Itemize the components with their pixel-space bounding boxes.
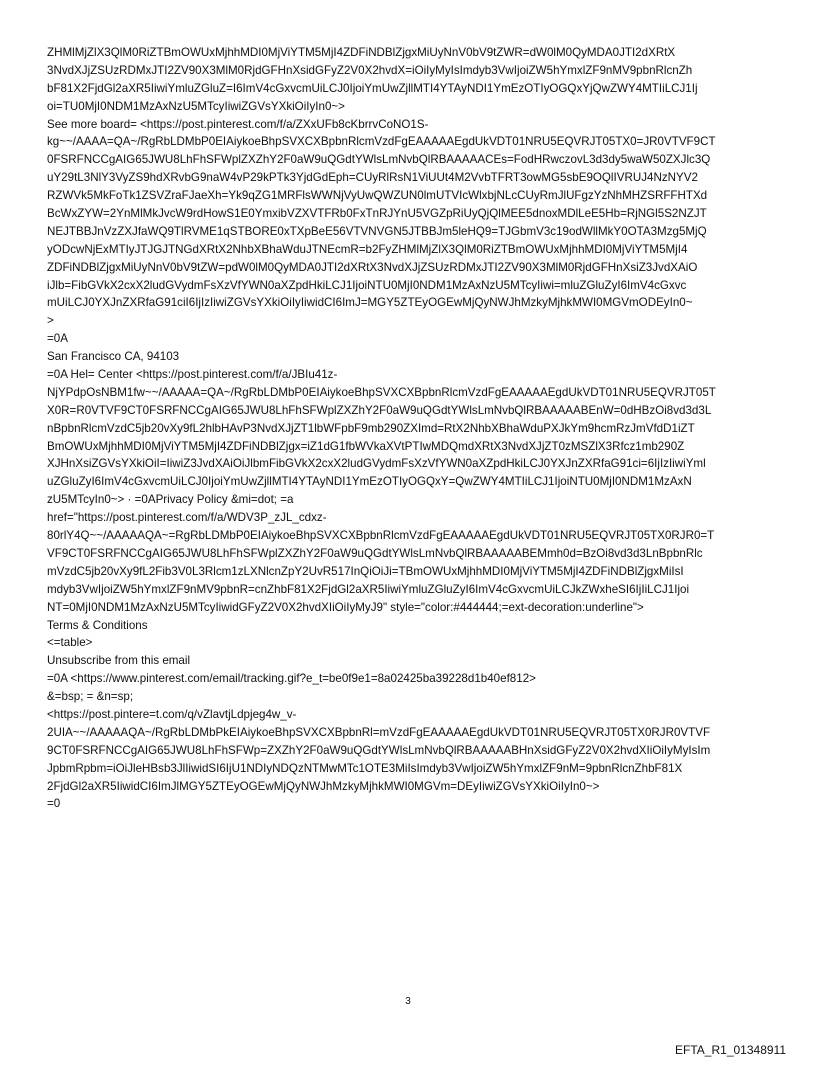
text-line: yODcwNjExMTIyJTJGJTNGdXRtX2NhbXBhaWduJTNEcmR=b2FyZHMlMjZlX3QlM0RiZTBmOWUxMjhhMDI0MjViYTM5MjI4 — [47, 242, 688, 256]
text-line: &=bsp; = &n=sp; — [47, 690, 134, 704]
text-line: kg~~/AAAA=QA~/RgRbLDMbP0EIAiykoeBhpSVXCXBpbnRlcmVzdFgEAAAAAEgdUkVDT01NRU5EQVRJT05TX0=JR0VTVF9CT — [47, 135, 716, 149]
text-line: href="https://post.pinterest.com/f/a/WDV3P_zJL_cdxz- — [47, 511, 327, 525]
text-line: ZHMlMjZlX3QlM0RiZTBmOWUxMjhhMDI0MjViYTM5MjI4ZDFiNDBlZjgxMiUyNnV0bV9tZWR=dW0lM0QyMDA0JTI2dXRtX — [47, 46, 676, 59]
text-line: Terms & Conditions — [47, 618, 148, 632]
text-line: 9CT0FSRFNCCgAIG65JWU8LhFhSFWp=ZXZhY2F0aW9uQGdtYWlsLmNvbQlRBAAAAABHnXsidGFyZ2V0X2hvdXIiOiIyMyIsIm — [47, 743, 711, 757]
text-line: 2UIA~~/AAAAAQA~/RgRbLDMbPkEIAiykoeBhpSVXCXBpbnRl=mVzdFgEAAAAAEgdUkVDT01NRU5EQVRJT05TX0RJR0VTVF — [47, 725, 711, 739]
text-line: Unsubscribe from this email — [47, 654, 191, 668]
text-line: NEJTBBJnVzZXJfaWQ9TlRVME1qSTBORE0xTXpBeE56VTVNVGN5JTBBJm5leHQ9=TJGbmV3c19odWllMkY0OTA3Mzg5MjQ — [47, 224, 707, 238]
text-line: uZGluZyI6ImV4cGxvcmUiLCJ0IjoiYmUwZjllMTI4YTAyNDI1YmEzOTIyOGQxY=QwZWY4MTIiLCJ1IjoiNTU0MjI0NDM1MzAxN — [47, 475, 692, 489]
text-line: mUiLCJ0YXJnZXRfaG91ciI6IjIzIiwiZGVsYXkiOiIyIiwidCI6ImJ=MGY5ZTEyOGEwMjQyNWJhMzkyMjhkMWI0MGVmODEyIn0~ — [47, 296, 693, 310]
text-line: =0 — [47, 797, 61, 811]
text-line: oi=TU0MjI0NDM1MzAxNzU5MTcyIiwiZGVsYXkiOiIyIn0~> — [47, 99, 345, 113]
text-line: RZWVk5MkFoTk1ZSVZraFJaeXh=Yk9qZG1MRFlsWWNjVyUwQWZUN0lmUTVIcWlxbjNLcCUyRmJlUFgzYzNhMHZSRFFHTXd — [47, 189, 708, 203]
text-line: See more board= <https://post.pinterest.com/f/a/ZXxUFb8cKbrrvCoNO1S- — [47, 117, 429, 131]
text-line: NjYPdpOsNBM1fw~~/AAAAA=QA~/RgRbLDMbP0EIAiykoeBhpSVXCXBpbnRlcmVzdFgEAAAAAEgdUkVDT01NRU5EQVRJT05T — [47, 385, 716, 399]
text-line: 2FjdGl2aXR5IiwidCI6ImJlMGY5ZTEyOGEwMjQyNWJhMzkyMjhkMWI0MGVm=DEyIiwiZGVsYXkiOiIyIn0~> — [47, 779, 600, 793]
text-line: uY29tL3NlY3VyZS9hdXRvbG9naW4vP29kPTk3YjdGdEph=CUyRlRsN1ViUUt4M2VvbTFRT3owMG5sbE9OQlIVRUJ4NzNYV2 — [47, 171, 698, 185]
text-line: > — [47, 314, 54, 328]
document-id-footer: EFTA_R1_01348911 — [675, 1043, 786, 1057]
text-line: zU5MTcyIn0~> · =0APrivacy Policy &mi=dot; =a — [47, 493, 294, 507]
text-line: 0FSRFNCCgAIG65JWU8LhFhSFWplZXZhY2F0aW9uQGdtYWlsLmNvbQlRBAAAAACEs=FodHRwczovL3d3dy5waW50ZXJlc3Q — [47, 153, 711, 167]
text-line: iJlb=FibGVkX2cxX2ludGVydmFsXzVfYWN0aXZpdHkiLCJ1IjoiNTU0MjI0NDM1MzAxNzU5MTcyIiwi=mluZGluZyI6ImV4cGxvc — [47, 278, 687, 292]
text-line: nBpbnRlcmVzdC5jb20vXy9fL2hlbHAvP3NvdXJjZT1lbWFpbF9mb290ZXImd=RtX2NhbXBhaWduPXJkYm9hcmRzJmVfdD1iZT — [47, 421, 695, 435]
text-line: XJHnXsiZGVsYXkiOiI=IiwiZ3JvdXAiOiJlbmFibGVkX2cxX2ludGVydmFsXzVfYWN0aXZpdHkiLCJ0YXJnZXRfaG91ci=6IjIzIiwiYml — [47, 457, 706, 471]
text-line: VF9CT0FSRFNCCgAIG65JWU8LhFhSFWplZXZhY2F0aW9uQGdtYWlsLmNvbQlRBAAAAABEMmh0d=BzOi8vd3d3LnBpbnRlc — [47, 546, 703, 560]
text-line: mVzdC5jb20vXy9fL2Fib3V0L3Rlcm1zLXNlcnZpY2UvR517InQiOiJi=TBmOWUxMjhhMDI0MjViYTM5MjI4ZDFiNDBlZjgxMiIsI — [47, 564, 684, 578]
text-line: =0A — [47, 332, 68, 346]
page-number: 3 — [405, 996, 411, 1007]
email-source-text — [47, 44, 772, 813]
text-line: bF81X2FjdGl2aXR5IiwiYmluZGluZ=I6ImV4cGxvcmUiLCJ0IjoiYmUwZjllMTI4YTAyNDI1YmEzOTIyOGQxYjQwZWY4MTIiLCJ1Ij — [47, 81, 698, 95]
text-line: X0R=R0VTVF9CT0FSRFNCCgAIG65JWU8LhFhSFWplZXZhY2F0aW9uQGdtYWlsLmNvbQlRBAAAAABEnW=0dHBzOi8vd3d3L — [47, 403, 712, 417]
text-line: =0A Hel= Center <https://post.pinterest.com/f/a/JBIu41z- — [47, 368, 338, 382]
text-line: <https://post.pintere=t.com/q/vZlavtjLdpjeg4w_v- — [47, 707, 297, 721]
text-line: 3NvdXJjZSUzRDMxJTI2ZV90X3MlM0RjdGFHnXsidGFyZ2V0X2hvdX=iOiIyMyIsImdyb3VwIjoiZW5hYmxlZF9nMV9pbnRlcnZh — [47, 63, 693, 77]
text-line: 80rlY4Q~~/AAAAAQA~=RgRbLDMbP0EIAiykoeBhpSVXCXBpbnRlcmVzdFgEAAAAAEgdUkVDT01NRU5EQVRJT05TX0RJR0=T — [47, 529, 715, 543]
text-line: NT=0MjI0NDM1MzAxNzU5MTcyIiwidGFyZ2V0X2hvdXIiOiIyMyJ9" style="color:#444444;=ext-decoration:underline"> — [47, 600, 644, 614]
text-line: mdyb3VwIjoiZW5hYmxlZF9nMV9pbnR=cnZhbF81X2FjdGl2aXR5IiwiYmluZGluZyI6ImV4cGxvcmUiLCJkZWxheSI6IjIiLCJ1Ijoi — [47, 582, 690, 596]
text-line: ZDFiNDBlZjgxMiUyNnV0bV9tZW=pdW0lM0QyMDA0JTI2dXRtX3NvdXJjZSUzRDMxJTI2ZV90X3MlM0RjdGFHnXsiZ3JvdXAiO — [47, 260, 698, 274]
text-line: =0A <https://www.pinterest.com/email/tracking.gif?e_t=be0f9e1=8a02425ba39228d1b40ef812> — [47, 672, 536, 686]
text-line: <=table> — [47, 636, 93, 650]
text-line: JpbmRpbm=iOiJleHBsb3JlIiwidSI6IjU1NDIyNDQzNTMwMTc1OTE3MiIsImdyb3VwIjoiZW5hYmxlZF9nM=9pbnRlcnZhbF81X — [47, 761, 683, 775]
text-line: BcWxZYW=2YnMlMkJvcW9rdHowS1E0YmxibVZXVTFRb0FxTnRJYnU5VGZpRiUyQjQlMEE5dnoxMDlLeE5Hb=RjNGl5S2NZJT — [47, 207, 707, 221]
text-line: BmOWUxMjhhMDI0MjViYTM5MjI4ZDFiNDBlZjgx=iZ1dG1fbWVkaXVtPTIwMDQmdXRtX3NvdXJjZT0zMSZlX3Rfcz1mb290Z — [47, 439, 685, 453]
text-line: San Francisco CA, 94103 — [47, 350, 180, 364]
